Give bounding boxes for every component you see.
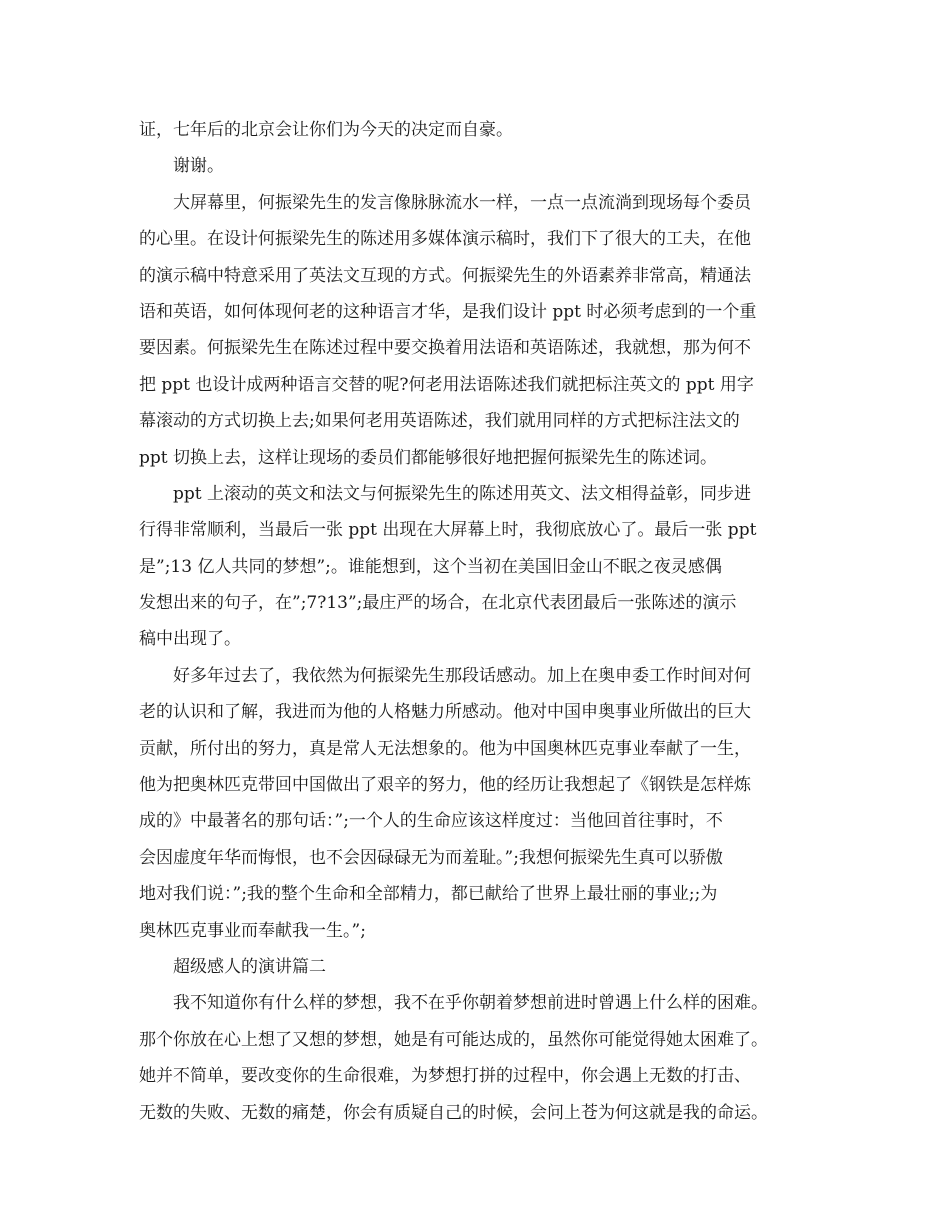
text-line: 我不知道你有什么样的梦想，我不在乎你朝着梦想前进时曾遇上什么样的困难。 <box>173 993 768 1014</box>
text-line: 把 ppt 也设计成两种语言交替的呢?何老用法语陈述我们就把标注英文的 ppt 用字 <box>139 374 754 395</box>
text-line: 稿中出现了。 <box>139 629 241 650</box>
document-body <box>139 112 819 1131</box>
text-line: 奥林匹克事业而奉献我一生。”; <box>139 920 366 941</box>
text-line: 贡献，所付出的努力，真是常人无法想象的。他为中国奥林匹克事业奉献了一生， <box>139 738 751 759</box>
text-line: 的演示稿中特意采用了英法文互现的方式。何振梁先生的外语素养非常高，精通法 <box>139 265 751 286</box>
text-line: 会因虚度年华而悔恨，也不会因碌碌无为而羞耻。”;我想何振梁先生真可以骄傲 <box>139 847 723 868</box>
text-line: ppt 切换上去，这样让现场的委员们都能够很好地把握何振梁先生的陈述词。 <box>139 447 717 468</box>
text-line: 地对我们说：”;我的整个生命和全部精力，都已献给了世界上最壮丽的事业;;为 <box>139 884 718 905</box>
text-line: 要因素。何振梁先生在陈述过程中要交换着用法语和英语陈述，我就想，那为何不 <box>139 338 751 359</box>
text-line: 语和英语，如何体现何老的这种语言才华，是我们设计 ppt 时必须考虑到的一个重 <box>139 301 757 322</box>
text-line: 行得非常顺利，当最后一张 ppt 出现在大屏幕上时，我彻底放心了。最后一张 ppt <box>139 520 757 541</box>
text-line: 发想出来的句子，在”;7?13”;最庄严的场合，在北京代表团最后一张陈述的演示 <box>139 593 737 614</box>
text-line: 幕滚动的方式切换上去;如果何老用英语陈述，我们就用同样的方式把标注法文的 <box>139 411 740 432</box>
text-line: 是”;13 亿人共同的梦想”;。谁能想到，这个当初在美国旧金山不眠之夜灵感偶 <box>139 556 722 577</box>
text-line: 好多年过去了，我依然为何振梁先生那段话感动。加上在奥申委工作时间对何 <box>173 665 751 686</box>
text-line: 成的》中最著名的那句话：”;一个人的生命应该这样度过：当他回首往事时，不 <box>139 811 723 832</box>
text-line: 他为把奥林匹克带回中国做出了艰辛的努力，他的经历让我想起了《钢铁是怎样炼 <box>139 775 751 796</box>
text-line: ppt 上滚动的英文和法文与何振梁先生的陈述用英文、法文相得益彰，同步进 <box>173 483 751 504</box>
text-line: 她并不简单，要改变你的生命很难，为梦想打拼的过程中，你会遇上无数的打击、 <box>139 1066 751 1087</box>
text-line: 超级感人的演讲篇二 <box>173 956 326 977</box>
text-line: 的心里。在设计何振梁先生的陈述用多媒体演示稿时，我们下了很大的工夫，在他 <box>139 229 751 250</box>
text-line: 大屏幕里，何振梁先生的发言像脉脉流水一样，一点一点流淌到现场每个委员 <box>173 192 751 213</box>
text-line: 证，七年后的北京会让你们为今天的决定而自豪。 <box>139 120 513 140</box>
text-line: 老的认识和了解，我进而为他的人格魅力所感动。他对中国申奥事业所做出的巨大 <box>139 702 751 723</box>
text-line: 那个你放在心上想了又想的梦想，她是有可能达成的，虽然你可能觉得她太困难了。 <box>139 1029 768 1050</box>
text-line: 无数的失败、无数的痛楚，你会有质疑自己的时候，会问上苍为何这就是我的命运。 <box>139 1102 768 1123</box>
text-line: 谢谢。 <box>173 156 224 177</box>
